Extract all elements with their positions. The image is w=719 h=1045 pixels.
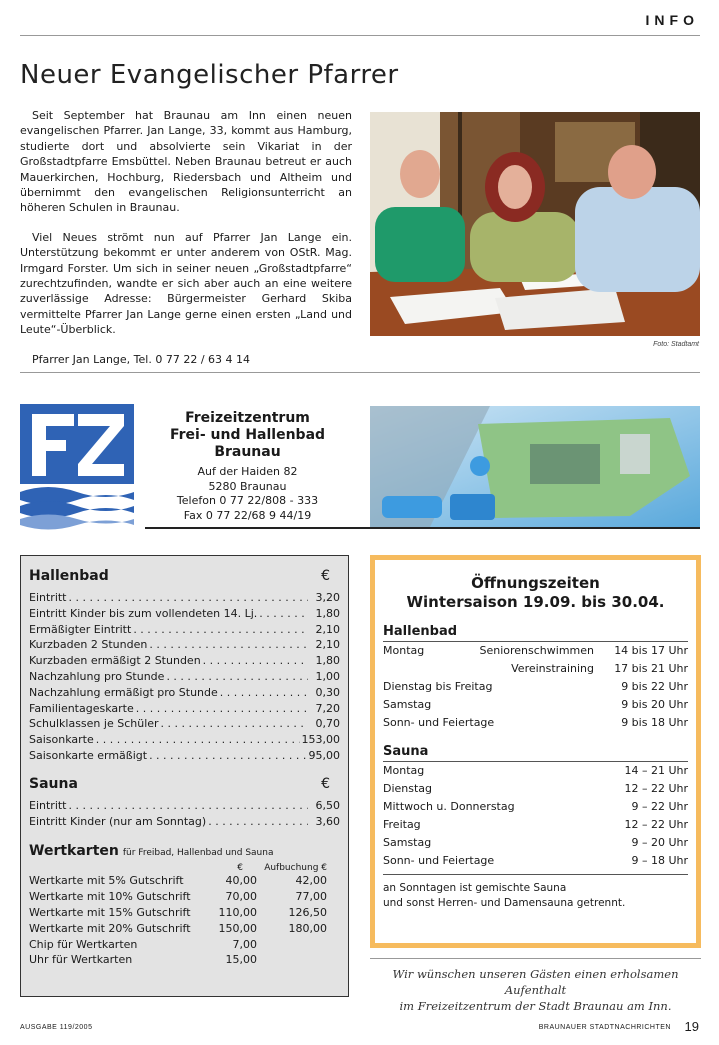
- hours-row: [383, 762, 688, 780]
- footer-publication: BRAUNAUER STADTNACHRICHTEN: [538, 1024, 671, 1031]
- leader-dots: [133, 622, 308, 638]
- page-number: 19: [684, 1019, 699, 1034]
- article-body: [20, 108, 352, 381]
- article-photo: [370, 112, 700, 336]
- price-row: [29, 716, 340, 732]
- facility-name-line: Frei- und Hallenbad: [169, 427, 326, 443]
- hours-day: Montag: [383, 644, 425, 657]
- wertkarte-credit: 180,00: [288, 921, 327, 935]
- hours-time: 12 – 22 Uhr: [624, 818, 688, 831]
- facility-name-line: Freizeitzentrum: [185, 410, 310, 426]
- hours-time: 9 bis 22 Uhr: [621, 680, 688, 693]
- wertkarte-row: [29, 889, 340, 905]
- hours-day: Sonn- und Feiertage: [383, 854, 495, 867]
- photo-credit: Foto: Stadtamt: [653, 341, 699, 348]
- hours-day: Samstag: [383, 836, 432, 849]
- sauna-note: [383, 874, 688, 911]
- hours-row: [383, 780, 688, 798]
- leader-dots: [220, 685, 308, 701]
- wertkarte-label: Wertkarte mit 5% Gutschrift: [29, 874, 184, 888]
- hours-time: 9 – 22 Uhr: [631, 800, 688, 813]
- facility-fax: Fax 0 77 22/68 9 44/19: [183, 508, 312, 522]
- price-value: 153,00: [301, 733, 340, 747]
- wish-line: Wir wünschen unseren Gästen einen erholsamen Aufenthalt: [392, 967, 679, 997]
- wertkarte-price: 70,00: [225, 890, 257, 904]
- hours-day: [383, 660, 511, 678]
- hours-day: Samstag: [383, 698, 432, 711]
- price-value: 95,00: [308, 748, 340, 762]
- section-rule: [20, 372, 700, 373]
- footer-issue: AUSGABE 119/2005: [20, 1024, 93, 1031]
- hours-row: [383, 714, 688, 732]
- wish-line: im Freizeitzentrum der Stadt Braunau am Inn.: [399, 999, 672, 1013]
- price-label: Kurzbaden 2 Stunden: [29, 638, 148, 652]
- header-rule: [20, 35, 700, 36]
- wertkarten-heading: [29, 843, 340, 859]
- euro-symbol: €: [321, 568, 330, 584]
- wertkarte-label: Chip für Wertkarten: [29, 937, 138, 951]
- wertkarten-title: Wertkarten: [29, 843, 119, 860]
- euro-symbol: €: [321, 775, 330, 792]
- price-row: [29, 637, 340, 653]
- wertkarten-column-headers: [29, 863, 340, 873]
- price-value: 1,80: [315, 654, 340, 668]
- price-value: 2,10: [315, 638, 340, 652]
- wertkarte-label: Wertkarte mit 10% Gutschrift: [29, 890, 191, 904]
- hours-note: Seniorenschwimmen: [479, 644, 594, 657]
- price-list-box: [20, 555, 349, 997]
- hours-day: Sonn- und Feiertage: [383, 716, 495, 729]
- wertkarte-price: 40,00: [225, 874, 257, 888]
- price-value: 7,20: [315, 701, 340, 715]
- price-value: 1,80: [315, 606, 340, 620]
- facility-info: [145, 410, 350, 523]
- hallenbad-heading: Hallenbad: [29, 568, 109, 584]
- hours-time: 9 – 20 Uhr: [631, 836, 688, 849]
- hours-time: 9 bis 20 Uhr: [621, 698, 688, 711]
- price-label: Kurzbaden ermäßigt 2 Stunden: [29, 654, 201, 668]
- people-photo-illustration: [370, 112, 700, 336]
- hours-note: Vereinstraining: [511, 662, 594, 675]
- wertkarte-credit: [257, 937, 327, 953]
- price-label: Nachzahlung ermäßigt pro Stunde: [29, 685, 218, 699]
- wertkarte-price: 150,00: [218, 921, 257, 935]
- leader-dots: [136, 701, 308, 717]
- wertkarten-col-aufbuchung: Aufbuchung €: [264, 863, 327, 874]
- hours-day: Dienstag: [383, 782, 433, 795]
- fz-logo: [20, 404, 134, 530]
- opening-hours-box: [370, 555, 701, 948]
- hours-row: [383, 798, 688, 816]
- article-paragraph: Seit September hat Braunau am Inn einen neuen evangelischen Pfarrer. Jan Lange, 33, kommt aus Hamburg, studierte dort und absolvierte sein Vikariat in der Großstadtpfarre Emsbüttel. Neben Braunau betreut er auch Mauerkirchen, Hochburg, Riedersbach und Altheim und übernimmt den evangelischen Religionsunterricht an höheren Schulen in Braunau.: [20, 109, 352, 215]
- price-label: Eintritt Kinder bis zum vollendeten 14. Lj.: [29, 606, 258, 620]
- price-label: Saisonkarte: [29, 733, 94, 747]
- wertkarte-row: [29, 937, 340, 953]
- article-title: Neuer Evangelischer Pfarrer: [20, 60, 399, 90]
- price-row: [29, 622, 340, 638]
- leader-dots: [203, 653, 308, 669]
- aerial-map-illustration: [370, 406, 700, 527]
- leader-dots: [69, 590, 309, 606]
- article-paragraph: Viel Neues strömt nun auf Pfarrer Jan Lange ein. Unterstützung bekommt er unter anderem von OStR. Mag. Irmgard Forster. Um sich in seiner neuen „Großstadtpfarre“ zurechtzufinden, wandte er sich aber auch an eine weitere zuverlässige Adresse: Bürgermeister Gerhard Skiba vermittelte Pfarrer Jan Lange gerne einen ersten „Land und Leute“-Überblick.: [20, 230, 352, 337]
- leader-dots: [149, 637, 308, 653]
- price-label: Eintritt: [29, 591, 67, 604]
- article-contact: Pfarrer Jan Lange, Tel. 0 77 22 / 63 4 14: [32, 352, 251, 366]
- facility-aerial-map: [370, 406, 700, 527]
- hours-time: 14 – 21 Uhr: [624, 764, 688, 777]
- wish-rule: [370, 958, 701, 959]
- leader-dots: [96, 732, 300, 748]
- hours-time: 12 – 22 Uhr: [624, 782, 688, 795]
- leader-dots: [208, 814, 308, 830]
- price-row: [29, 590, 340, 606]
- hours-day: Freitag: [383, 818, 421, 831]
- wertkarte-credit: 126,50: [288, 905, 327, 919]
- hours-row: [383, 834, 688, 852]
- hours-day: Dienstag bis Freitag: [383, 680, 493, 693]
- wertkarte-credit: 42,00: [295, 874, 327, 888]
- price-row: [29, 798, 340, 814]
- leader-dots: [69, 798, 309, 814]
- price-label: Nachzahlung pro Stunde: [29, 669, 165, 683]
- facility-name-line: Braunau: [214, 444, 281, 460]
- facility-city: 5280 Braunau: [208, 479, 287, 493]
- price-row: [29, 732, 340, 748]
- hours-row: [383, 816, 688, 834]
- wertkarte-credit: 77,00: [295, 890, 327, 904]
- wertkarte-price: 110,00: [218, 905, 257, 919]
- price-row: [29, 748, 340, 764]
- price-row: [29, 669, 340, 685]
- wertkarte-price: 7,00: [232, 937, 257, 951]
- wertkarte-label: Wertkarte mit 20% Gutschrift: [29, 921, 191, 935]
- price-label: Schulklassen je Schüler: [29, 717, 159, 731]
- sauna-price-heading: Sauna: [29, 775, 78, 792]
- hours-day: Mittwoch u. Donnerstag: [383, 800, 515, 813]
- sauna-note-line: an Sonntagen ist gemischte Sauna: [383, 882, 567, 894]
- hours-time: 17 bis 21 Uhr: [614, 662, 688, 675]
- wertkarten-col-euro: €: [237, 863, 243, 874]
- wertkarte-row: [29, 921, 340, 937]
- price-row: [29, 606, 340, 622]
- hours-title: Öffnungszeiten: [471, 574, 600, 592]
- price-value: 3,60: [315, 814, 340, 828]
- hours-sauna-heading: Sauna: [383, 744, 688, 762]
- hours-time: 9 bis 18 Uhr: [621, 716, 688, 729]
- price-row: [29, 685, 340, 701]
- wertkarte-row: [29, 873, 340, 889]
- hours-season: Wintersaison 19.09. bis 30.04.: [406, 593, 665, 611]
- price-label: Familientageskarte: [29, 701, 134, 715]
- hours-hallenbad-heading: Hallenbad: [383, 624, 688, 642]
- section-label: INFO: [645, 12, 699, 28]
- hours-time: 14 bis 17 Uhr: [614, 644, 688, 657]
- leader-dots: [161, 716, 308, 732]
- wertkarte-label: Wertkarte mit 15% Gutschrift: [29, 905, 191, 919]
- fz-logo-icon: [20, 404, 134, 530]
- price-label: Saisonkarte ermäßigt: [29, 748, 148, 762]
- leader-dots: [259, 606, 308, 622]
- wertkarte-row: [29, 952, 340, 968]
- sauna-note-line: und sonst Herren- und Damensauna getrennt.: [383, 897, 626, 909]
- price-row: [29, 653, 340, 669]
- price-label: Eintritt: [29, 798, 67, 812]
- price-value: 6,50: [315, 798, 340, 812]
- price-value: 1,00: [315, 669, 340, 683]
- price-value: 0,30: [315, 685, 340, 699]
- price-label: Eintritt Kinder (nur am Sonntag): [29, 814, 207, 828]
- hours-time: 9 – 18 Uhr: [631, 854, 688, 867]
- facility-street: Auf der Haiden 82: [197, 465, 298, 478]
- hours-row: [383, 678, 688, 696]
- price-row: [29, 814, 340, 830]
- leader-dots: [166, 669, 308, 685]
- hours-row: [383, 852, 688, 870]
- price-label: Ermäßigter Eintritt: [29, 622, 132, 636]
- facility-phone: Telefon 0 77 22/808 - 333: [176, 494, 319, 507]
- price-value: 2,10: [315, 622, 340, 636]
- facility-underline: [145, 527, 700, 529]
- wish-text: [370, 966, 701, 1014]
- hours-day: Montag: [383, 764, 425, 777]
- hours-row: [383, 660, 688, 678]
- price-row: [29, 701, 340, 717]
- hours-row: [383, 642, 688, 660]
- wertkarten-subheading: für Freibad, Hallenbad und Sauna: [122, 848, 274, 859]
- price-section-sauna: [29, 776, 340, 792]
- wertkarte-label: Uhr für Wertkarten: [29, 953, 133, 967]
- leader-dots: [149, 748, 306, 764]
- price-value: 0,70: [315, 717, 340, 731]
- wertkarte-row: [29, 905, 340, 921]
- wertkarte-price: 15,00: [225, 953, 257, 967]
- price-value: 3,20: [315, 591, 340, 604]
- wertkarte-credit: [257, 952, 327, 968]
- price-section-hallenbad: [29, 568, 340, 584]
- hours-row: [383, 696, 688, 714]
